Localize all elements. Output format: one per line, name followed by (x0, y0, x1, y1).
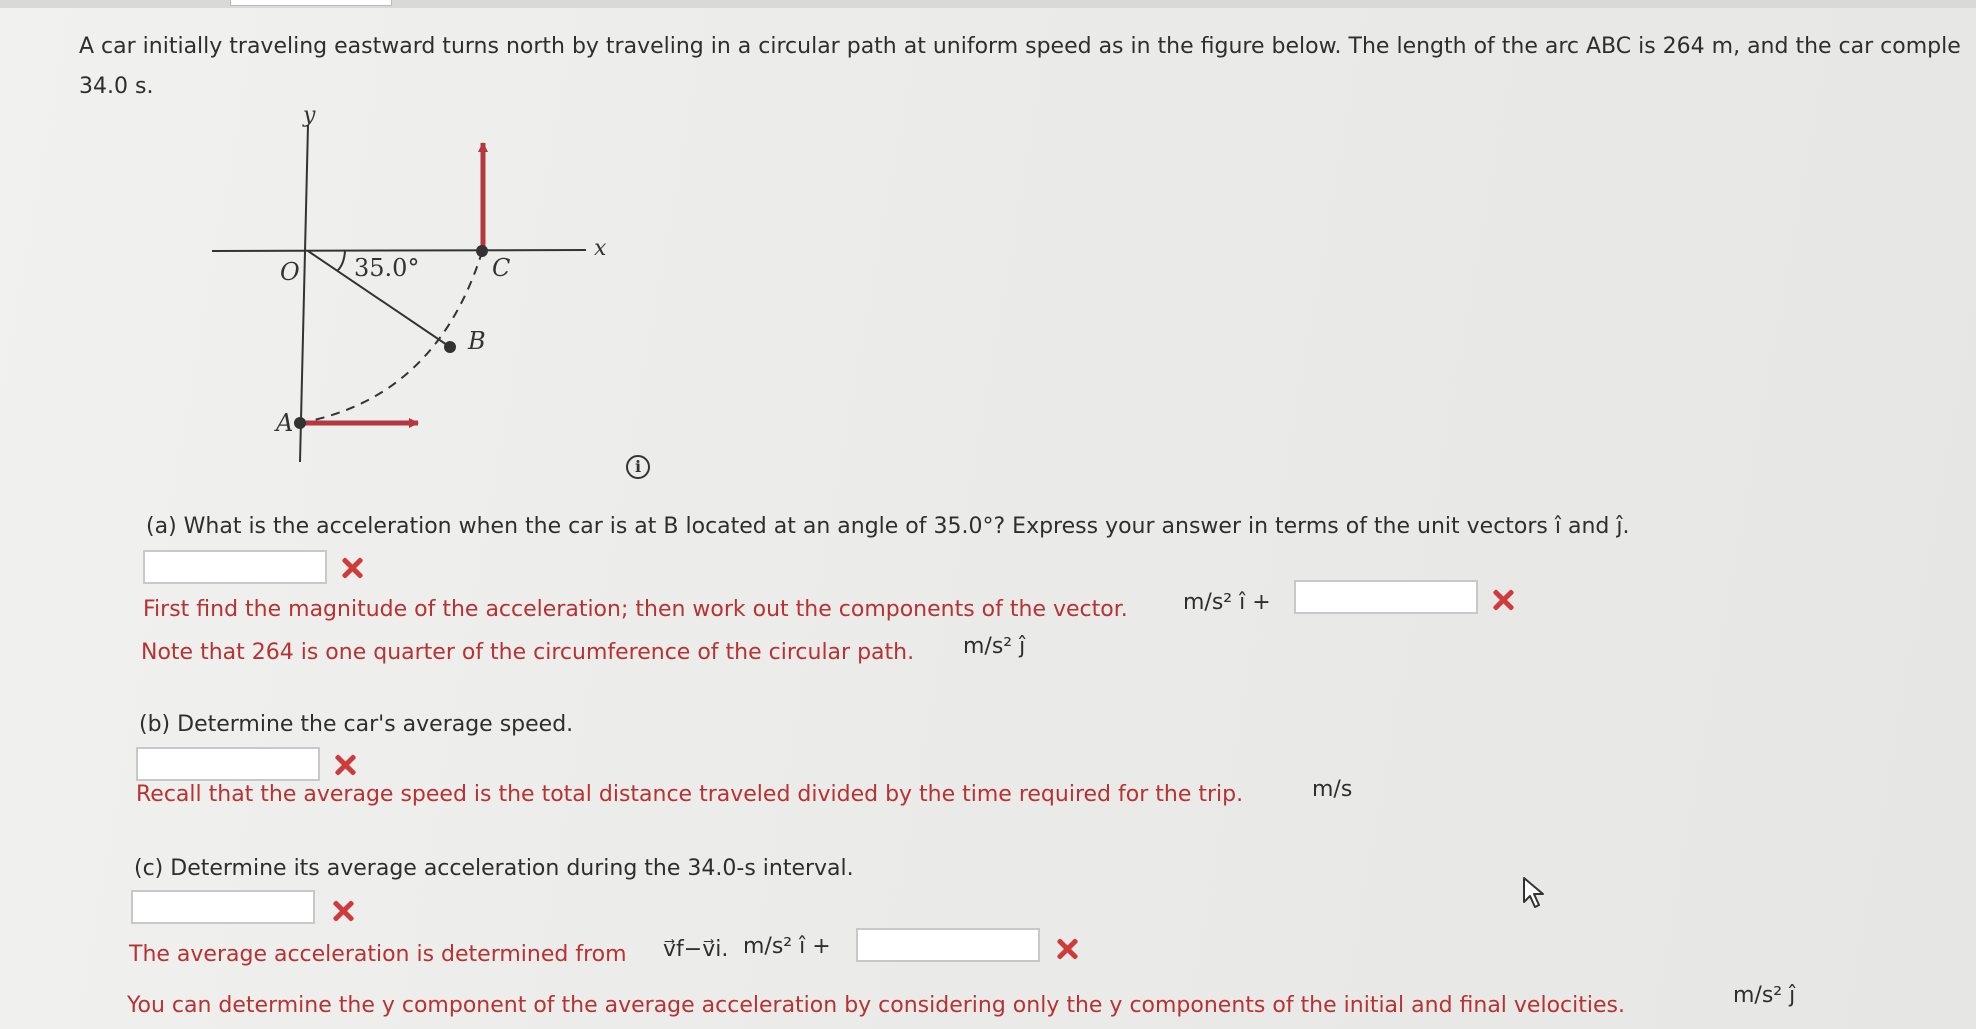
problem-intro: A car initially traveling eastward turns north by traveling in a circular path at uniform speed as in the figure below. The length of the arc ABC is 264 m, and the car comple (79, 34, 1961, 59)
point-b (444, 341, 456, 353)
part-b-incorrect-icon (332, 752, 358, 778)
point-c-label: C (492, 254, 511, 282)
x-axis-label: x (594, 236, 607, 261)
origin-label: O (280, 258, 300, 286)
part-b-question: (b) Determine the car's average speed. (139, 712, 574, 737)
part-a-answer-j-input[interactable] (1294, 580, 1478, 614)
part-a-unit-j: m/s² ĵ (963, 634, 1026, 659)
y-axis-label: y (303, 103, 316, 128)
part-c-answer-i-input[interactable] (131, 890, 315, 924)
part-a-hint2: Note that 264 is one quarter of the circumference of the circular path. (141, 640, 915, 665)
mouse-cursor-icon (1522, 876, 1548, 910)
point-b-label: B (468, 327, 486, 355)
browser-top-strip (0, 0, 1976, 8)
part-c-unit-i: m/s² î + (743, 934, 831, 959)
point-a (294, 417, 306, 429)
top-tab[interactable] (230, 0, 392, 6)
part-c-formula: v⃗f−v⃗i. (663, 937, 729, 962)
part-b-hint: Recall that the average speed is the total distance traveled divided by the time required for the trip. (136, 782, 1244, 807)
part-c-incorrect-icon (330, 898, 356, 924)
part-c-answer-j-input[interactable] (856, 928, 1040, 962)
point-a-label: A (276, 409, 294, 437)
point-c (476, 245, 488, 257)
part-a-answer-i-input[interactable] (143, 550, 327, 584)
part-a-unit-i: m/s² î + (1183, 590, 1271, 615)
angle-arc (337, 251, 345, 271)
angle-label: 35.0° (354, 254, 420, 282)
part-b-answer-input[interactable] (136, 747, 320, 781)
part-a-hint1: First find the magnitude of the acceleration; then work out the components of the vector. (143, 597, 1128, 622)
part-c-j-incorrect-icon (1054, 936, 1080, 962)
part-c-hint1: The average acceleration is determined from (129, 942, 627, 967)
part-c-hint2: You can determine the y component of the average acceleration by considering only the y components of the initial and final velocities. (127, 993, 1625, 1018)
part-b-unit: m/s (1312, 777, 1353, 802)
info-icon[interactable]: i (626, 455, 650, 479)
part-a-incorrect-icon (339, 555, 365, 581)
circular-path-figure (200, 100, 620, 470)
part-c-question: (c) Determine its average acceleration during the 34.0-s interval. (134, 856, 854, 881)
problem-intro-cont: 34.0 s. (79, 74, 154, 99)
y-axis (300, 125, 308, 462)
x-axis (212, 250, 586, 251)
part-c-unit-j: m/s² ĵ (1733, 983, 1796, 1008)
part-a-question: (a) What is the acceleration when the car is at B located at an angle of 35.0°? Express your answer in terms of the unit vectors î and ĵ. (146, 514, 1630, 539)
part-a-j-incorrect-icon (1490, 587, 1516, 613)
